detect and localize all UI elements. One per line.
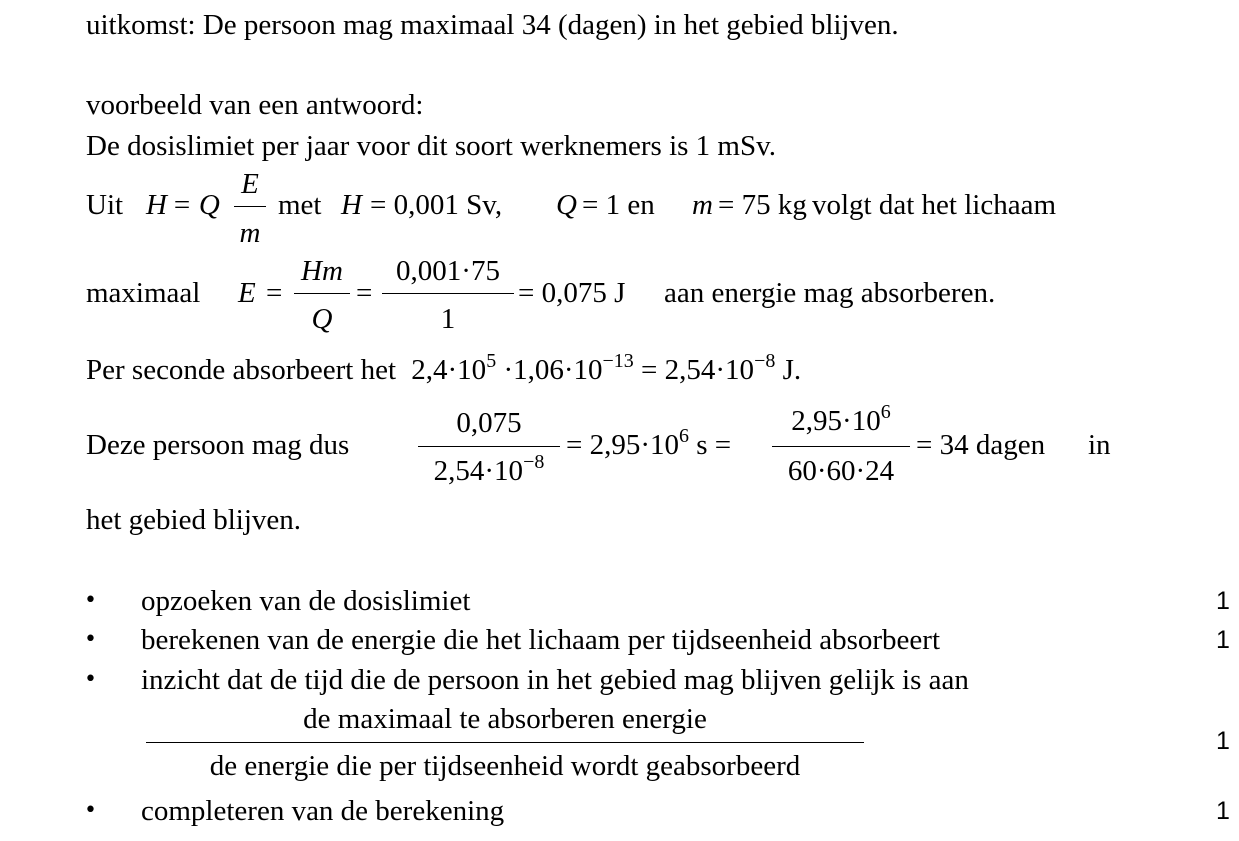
frac-deze-bar-2 [772, 446, 910, 447]
den1-base: 2,54·10 [433, 455, 524, 487]
per-b: ·1,06·10 [496, 354, 603, 386]
criterion-fraction-denominator: de energie die per tijdseenheid wordt geabsorbeerd [209, 750, 801, 782]
num2-base: 2,95·10 [791, 405, 881, 437]
var-e: E [238, 277, 256, 309]
den1-exp: −8 [523, 451, 545, 473]
frac-value-numerator: 0,001·75 [396, 255, 500, 287]
max-suffix: aan energie mag absorberen. [664, 277, 996, 309]
eq-1: = [266, 277, 283, 309]
max-result: = 0,075 J [518, 277, 626, 309]
per-c-exp: −8 [754, 350, 776, 372]
frac-deze-denominator-2: 60·60·24 [787, 455, 895, 487]
met-word: met [278, 189, 322, 221]
per-prefix: Per seconde absorbeert het [86, 354, 397, 386]
per-b-exp: −13 [602, 350, 634, 372]
deze-suffix: in [1088, 429, 1111, 461]
frac-deze-numerator-2 [772, 401, 910, 439]
criterion-score: 1 [1216, 727, 1230, 755]
criterion-fraction-numerator: de maximaal te absorberen energie [303, 703, 707, 735]
uit-suffix: volgt dat het lichaam [812, 189, 1057, 221]
eq-q: = Q [172, 189, 220, 221]
criterion-score: 1 [1216, 587, 1230, 615]
frac-hm-q-bar [294, 293, 350, 294]
deze-result: = 34 dagen [916, 429, 1046, 461]
criterion-bullet: • [84, 798, 97, 823]
frac-deze-bar-1 [418, 446, 560, 447]
var-h: H [146, 189, 167, 221]
frac-m-denominator: m [239, 217, 261, 249]
criterion-score: 1 [1216, 626, 1230, 654]
dose-limit-line: De dosislimiet per jaar voor dit soort werknemers is 1 mSv. [86, 130, 776, 162]
frac-hm-numerator: Hm [301, 255, 343, 287]
per-unit: J. [775, 354, 802, 386]
frac-deze-denominator-1 [418, 451, 560, 489]
criterion-bullet: • [84, 588, 97, 613]
criterion-text: opzoeken van de dosislimiet [141, 585, 471, 617]
result-line: uitkomst: De persoon mag maximaal 34 (dagen) in het gebied blijven. [86, 9, 899, 41]
conclusion-line: het gebied blijven. [86, 504, 302, 536]
frac-deze-numerator-1: 0,075 [456, 407, 522, 439]
var-h-2: H [341, 189, 362, 221]
mid-base: = 2,95·10 [566, 429, 680, 461]
criterion-score: 1 [1216, 797, 1230, 825]
max-prefix: maximaal [86, 277, 201, 309]
val-q: = 1 en [582, 189, 655, 221]
criterion-text: inzicht dat de tijd die de persoon in het gebied mag blijven gelijk is aan [141, 664, 969, 696]
deze-prefix: Deze persoon mag dus [86, 429, 350, 461]
mid-unit: s = [689, 429, 732, 461]
var-m-2: m [692, 189, 713, 221]
formula-line-per [86, 350, 802, 390]
frac-e-numerator: E [241, 168, 259, 200]
frac-e-m-bar [234, 206, 266, 207]
deze-mid [566, 425, 732, 465]
per-c: = 2,54·10 [633, 354, 755, 386]
frac-value-bar [382, 293, 514, 294]
criterion-bullet: • [84, 667, 97, 692]
criterion-text: berekenen van de energie die het lichaam per tijdseenheid absorbeert [141, 624, 941, 656]
num2-exp: 6 [880, 401, 891, 423]
example-heading: voorbeeld van een antwoord: [86, 89, 424, 121]
val-m: = 75 kg [718, 189, 807, 221]
eq-2: = [356, 277, 373, 309]
mid-exp: 6 [679, 425, 690, 447]
uit-prefix: Uit [86, 189, 124, 221]
val-h: = 0,001 Sv, [370, 189, 503, 221]
per-a-exp: 5 [486, 350, 497, 372]
criterion-fraction-bar [146, 742, 864, 743]
frac-q-denominator: Q [311, 303, 333, 335]
criterion-text: completeren van de berekening [141, 795, 505, 827]
var-q-2: Q [556, 189, 577, 221]
criterion-bullet: • [84, 627, 97, 652]
per-a: 2,4·10 [411, 354, 487, 386]
frac-value-denominator: 1 [440, 303, 456, 335]
